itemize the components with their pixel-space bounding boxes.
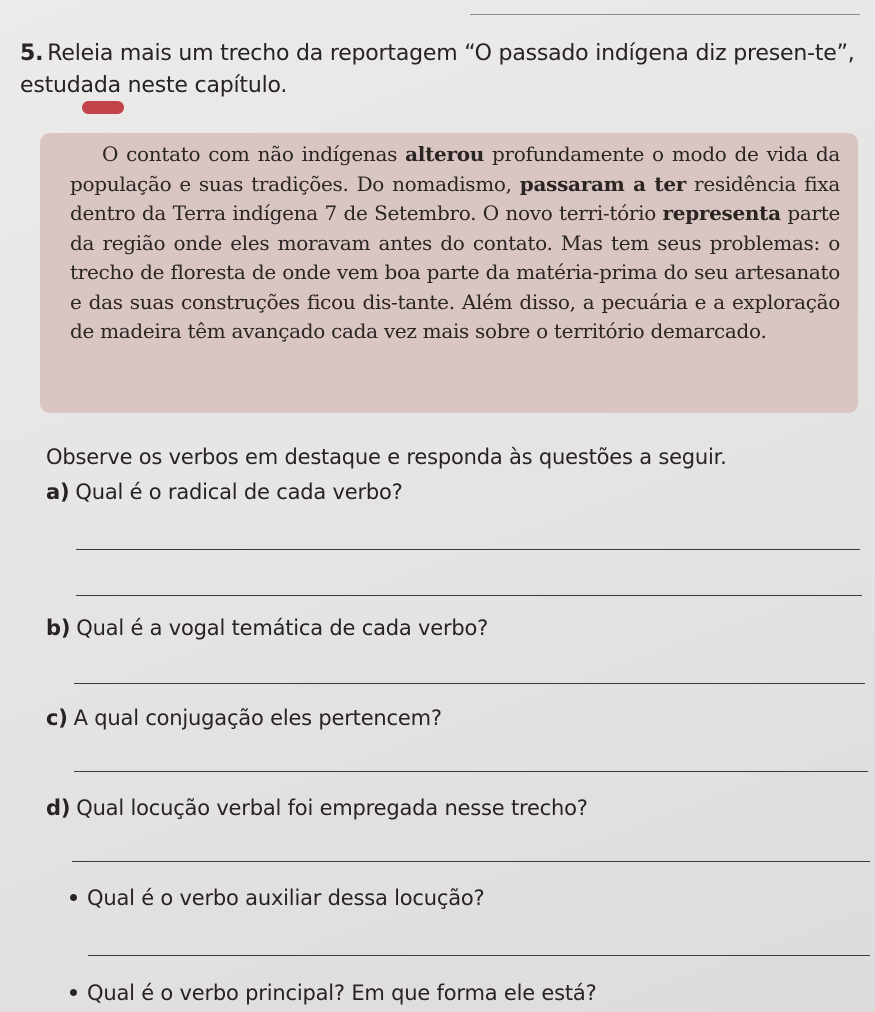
item-c <box>46 703 442 733</box>
item-d-text: Qual locução verbal foi empregada nesse trecho? <box>76 796 588 820</box>
section-marker <box>82 101 124 114</box>
highlighted-verb-alterou: alterou <box>405 142 484 166</box>
excerpt-segment: parte da região onde eles moravam antes do contato. Mas tem seus problemas: o trecho de floresta de onde vem boa parte da matéria-prima do seu artesanato e das suas construções ficou dis-tante. Além disso, a pecuária e a exploração de madeira têm avançado cada vez mais sobre o território demarcado. <box>70 201 840 343</box>
answer-line-a1[interactable] <box>76 549 860 550</box>
bullet-icon <box>70 989 77 996</box>
item-a-text: Qual é o radical de cada verbo? <box>75 480 403 504</box>
excerpt-segment: profundamente o modo de vida da população e suas tradições. Do nomadismo, <box>70 142 840 196</box>
question-number: 5. <box>20 41 44 66</box>
instruction-text: Observe os verbos em destaque e responda às questões a seguir. <box>46 445 727 469</box>
bullet-icon <box>70 894 77 901</box>
bullet-main-verb <box>70 978 597 1008</box>
item-b <box>46 613 488 643</box>
excerpt-text <box>70 140 840 347</box>
excerpt-segment: residência fixa dentro da Terra indígena 7 de Setembro. O novo terri-tório <box>70 171 840 225</box>
item-d <box>46 793 588 823</box>
bullet-aux-text: Qual é o verbo auxiliar dessa locução? <box>87 886 485 910</box>
item-a-letter: a) <box>46 480 70 504</box>
highlighted-verb-passaram-a-ter: passaram a ter <box>519 171 687 196</box>
answer-line-d[interactable] <box>72 861 870 862</box>
excerpt-segment: O contato com não indígenas <box>102 142 406 166</box>
question-text: Releia mais um trecho da reportagem “O passado indígena diz presen-te”, estudada neste capítulo. <box>20 41 855 98</box>
answer-line-aux[interactable] <box>88 955 870 956</box>
question-header <box>20 38 860 102</box>
item-d-letter: d) <box>46 796 71 820</box>
highlighted-verb-representa: representa <box>662 201 781 225</box>
answer-line-a2[interactable] <box>76 595 862 596</box>
item-b-letter: b) <box>46 616 71 640</box>
item-b-text: Qual é a vogal temática de cada verbo? <box>76 616 489 640</box>
answer-line-c[interactable] <box>74 771 868 772</box>
top-rule <box>470 14 860 15</box>
item-c-text: A qual conjugação eles pertencem? <box>73 706 442 730</box>
item-c-letter: c) <box>46 706 68 730</box>
item-a <box>46 477 403 507</box>
answer-line-b[interactable] <box>74 683 865 684</box>
bullet-aux-verb <box>70 883 484 913</box>
bullet-main-text: Qual é o verbo principal? Em que forma ele está? <box>87 981 597 1005</box>
excerpt-paragraph <box>70 140 840 347</box>
